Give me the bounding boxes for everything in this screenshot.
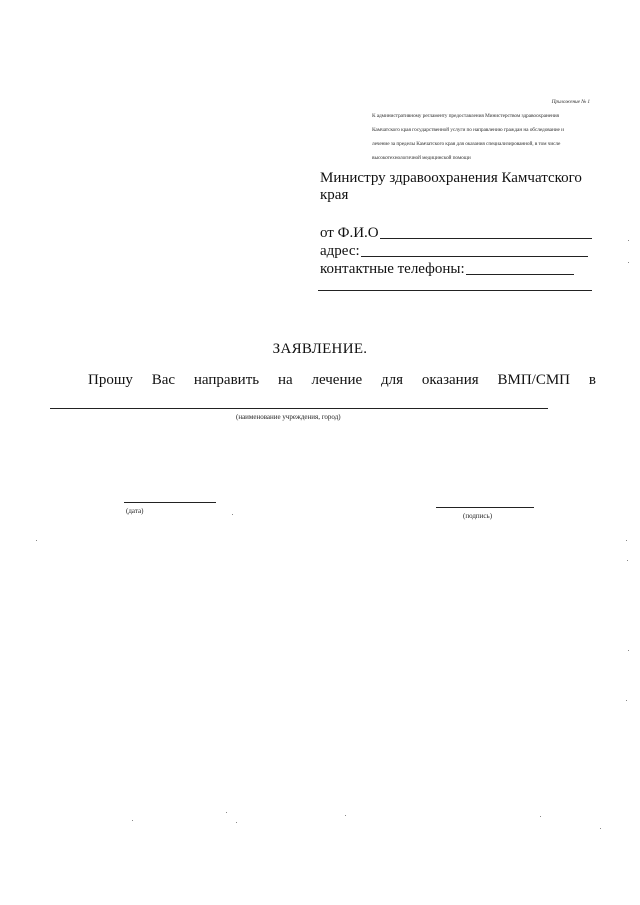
request-word: для [381,372,404,388]
document-title: ЗАЯВЛЕНИЕ. [272,341,368,357]
appendix-line: лечение за пределы Камчатского края для оказания специализированной, в том числе [372,141,561,147]
date-field[interactable] [124,502,216,503]
institution-caption: (наименование учреждения, город) [236,413,341,421]
request-word: оказания [421,372,479,388]
scan-speck [236,822,237,823]
extra-contact-line[interactable] [318,290,592,291]
scan-speck [628,240,629,241]
appendix-note [372,95,590,165]
institution-field[interactable] [50,408,548,409]
recipient: Министру здравоохранения Камчатского края [320,170,582,203]
scan-speck [345,815,346,816]
request-sentence [88,372,596,389]
scan-speck [600,828,601,829]
from-row [320,224,600,242]
signature-field[interactable] [436,507,534,508]
from-field[interactable] [380,238,592,239]
phones-field[interactable] [466,274,574,275]
addressee-block [320,170,600,278]
scan-speck [628,650,629,651]
scan-speck [232,514,233,515]
address-field[interactable] [361,256,588,257]
scan-speck [540,816,541,817]
scan-speck [36,540,37,541]
date-caption: (дата) [126,507,144,515]
scan-speck [226,812,227,813]
request-word: Прошу [88,372,133,388]
address-row [320,242,600,260]
appendix-line: Камчатского края государственной услуги по направлению граждан на обследование и [372,127,564,133]
from-label: от Ф.И.О [320,225,379,241]
signature-caption: (подпись) [463,512,493,520]
appendix-number: Приложение № 1 [551,99,590,105]
phones-label: контактные телефоны: [320,261,465,277]
request-word: направить [193,372,260,388]
scan-speck [626,540,627,541]
request-word: в [588,372,596,388]
address-label: адрес: [320,243,360,259]
scan-speck [626,700,627,701]
request-word: лечение [311,372,363,388]
request-word: ВМП/СМП [497,372,571,388]
scan-speck [628,262,629,263]
request-word: на [277,372,293,388]
phones-row [320,260,600,278]
appendix-line: высокотехнологичной медицинской помощи [372,155,471,161]
scan-speck [132,820,133,821]
request-word: Вас [151,372,176,388]
scan-speck [627,560,628,561]
appendix-line: К административному регламенту предоставления Министерством здравоохранения [372,113,559,119]
